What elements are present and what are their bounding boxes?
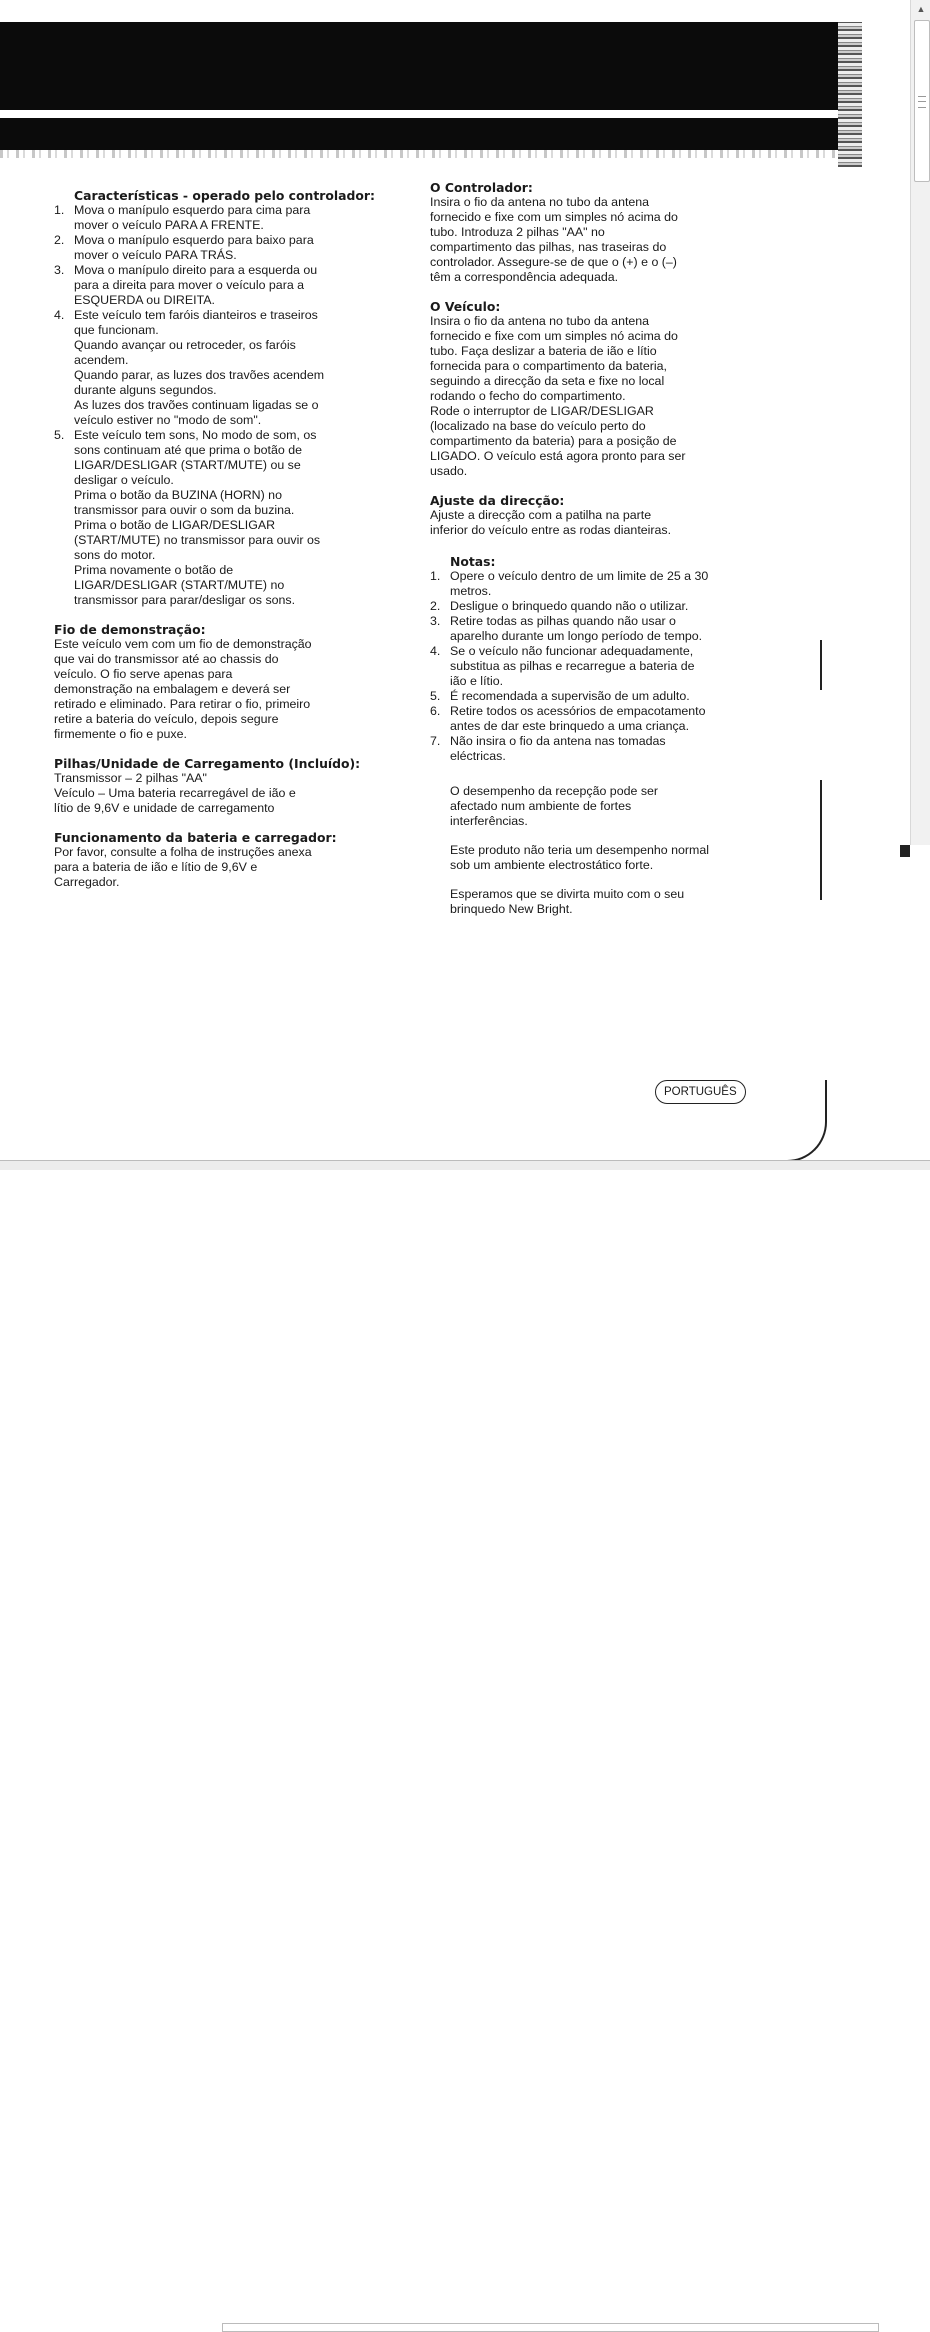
section-notes-title: Notas: xyxy=(450,554,496,569)
reception-note: O desempenho da recepção pode ser afectado num ambiente de fortes interferências. xyxy=(450,784,659,828)
left-column xyxy=(54,188,389,902)
header-scan-noise xyxy=(0,150,845,158)
list-item: 2. Mova o manípulo esquerdo para baixo para mover o veículo PARA TRÁS. xyxy=(54,233,314,262)
section-vehicle-text: Insira o fio da antena no tubo da antena fornecido e fixe com um simples nó acima do tubo. Faça deslizar a bateria de ião e lítio fornecida para o compartimento da bateria, seguindo a direcção da seta e fixe no local rodando o fecho do compartimento. Rode o interruptor de LIGAR/DESLIGAR (localizado na base do veículo perto do compartimento da bateria) para a posição de LIGADO. O veículo está agora pronto para ser usado. xyxy=(430,314,686,478)
list-item: 2. Desligue o brinquedo quando não o utilizar. xyxy=(430,599,689,613)
list-item: 4. Este veículo tem faróis dianteiros e traseiros que funcionam. Quando avançar ou retroceder, os faróis acendem. Quando parar, as luzes dos travões acendem durante alguns segundos. As luzes dos travões continuam ligadas se o veículo estiver no "modo de som". xyxy=(54,308,325,427)
page-edge-line xyxy=(820,780,822,900)
section-battery-charger xyxy=(54,830,389,890)
electrostatic-note: Este produto não teria um desempenho normal sob um ambiente electrostático forte. xyxy=(450,843,709,872)
section-controller-title: O Controlador: xyxy=(430,180,533,195)
section-features-title: Características - operado pelo controlador: xyxy=(74,188,375,203)
list-item: 3. Mova o manípulo direito para a esquerda ou para a direita para mover o veículo para a ESQUERDA ou DIREITA. xyxy=(54,263,318,307)
list-item: 7. Não insira o fio da antena nas tomadas eléctricas. xyxy=(430,734,666,763)
scrollbar-thumb[interactable] xyxy=(914,20,930,182)
scroll-up-arrow-icon[interactable]: ▲ xyxy=(916,4,926,14)
section-controller xyxy=(430,180,770,285)
list-item: 3. Retire todas as pilhas quando não usar o aparelho durante um longo período de tempo. xyxy=(430,614,703,643)
section-features xyxy=(54,188,389,608)
header-black-strip xyxy=(0,118,845,150)
section-batteries-text: Transmissor – 2 pilhas "AA" Veículo – Uma bateria recarregável de ião e lítio de 9,6V e unidade de carregamento xyxy=(54,771,296,815)
closing-wish: Esperamos que se divirta muito com o seu brinquedo New Bright. xyxy=(450,887,685,916)
blank-area xyxy=(905,845,930,1169)
right-column xyxy=(430,180,770,931)
vertical-scrollbar[interactable] xyxy=(910,0,930,860)
list-item: 5. Este veículo tem sons, No modo de som, os sons continuam até que prima o botão de LIGAR/DESLIGAR (START/MUTE) ou se desligar o veículo. Prima o botão da BUZINA (HORN) no transmissor para ouvir o som da buzina. Prima o botão de LIGAR/DESLIGAR (START/MUTE) no transmissor para ouvir os sons do motor. Prima novamente o botão de LIGAR/DESLIGAR (START/MUTE) no transmissor para parar/desligar os sons. xyxy=(54,428,321,607)
grip-icon xyxy=(918,96,926,108)
section-steering-text: Ajuste a direcção com a patilha na parte inferior do veículo entre as rodas dianteiras. xyxy=(430,508,672,537)
frame-corner xyxy=(900,845,910,857)
notes-list xyxy=(430,569,770,764)
section-notes xyxy=(430,554,770,764)
section-demo-wire-title: Fio de demonstração: xyxy=(54,622,206,637)
page-corner-curve xyxy=(780,1080,827,1160)
list-item: 5. É recomendada a supervisão de um adulto. xyxy=(430,689,690,703)
section-vehicle xyxy=(430,299,770,479)
list-item: 1. Opere o veículo dentro de um limite de 25 a 30 metros. xyxy=(430,569,709,598)
header-black-band xyxy=(0,22,845,110)
section-steering-title: Ajuste da direcção: xyxy=(430,493,565,508)
section-demo-wire xyxy=(54,622,389,742)
section-vehicle-title: O Veículo: xyxy=(430,299,501,314)
section-battery-charger-title: Funcionamento da bateria e carregador: xyxy=(54,830,337,845)
section-demo-wire-text: Este veículo vem com um fio de demonstração que vai do transmissor até ao chassis do veículo. O fio serve apenas para demonstração na embalagem e deverá ser retirado e eliminado. Para retirar o fio, primeiro retire a bateria do veículo, depois segure firmemente o fio e puxe. xyxy=(54,637,312,741)
list-item: 4. Se o veículo não funcionar adequadamente, substitua as pilhas e recarregue a bateria de ião e lítio. xyxy=(430,644,695,688)
bottom-input-area[interactable] xyxy=(222,2323,879,2332)
closing-notes xyxy=(430,784,770,917)
section-steering xyxy=(430,493,770,538)
section-battery-charger-text: Por favor, consulte a folha de instruções anexa para a bateria de ião e lítio de 9,6V e Carregador. xyxy=(54,845,312,889)
document-page xyxy=(0,0,910,1160)
section-batteries xyxy=(54,756,389,816)
section-controller-text: Insira o fio da antena no tubo da antena fornecido e fixe com um simples nó acima do tubo. Introduza 2 pilhas "AA" no compartimento das pilhas, nas traseiras do controlador. Assegure-se de que o (+) e o (–) têm a correspondência adequada. xyxy=(430,195,678,284)
list-item: 6. Retire todos os acessórios de empacotamento antes de dar este brinquedo a uma criança. xyxy=(430,704,706,733)
section-batteries-title: Pilhas/Unidade de Carregamento (Incluído): xyxy=(54,756,361,771)
header-edge-noise xyxy=(838,22,862,167)
page-edge-line xyxy=(820,640,822,690)
list-item: 1. Mova o manípulo esquerdo para cima para mover o veículo PARA A FRENTE. xyxy=(54,203,311,232)
features-list xyxy=(54,203,389,608)
language-badge: PORTUGUÊS xyxy=(655,1080,746,1104)
